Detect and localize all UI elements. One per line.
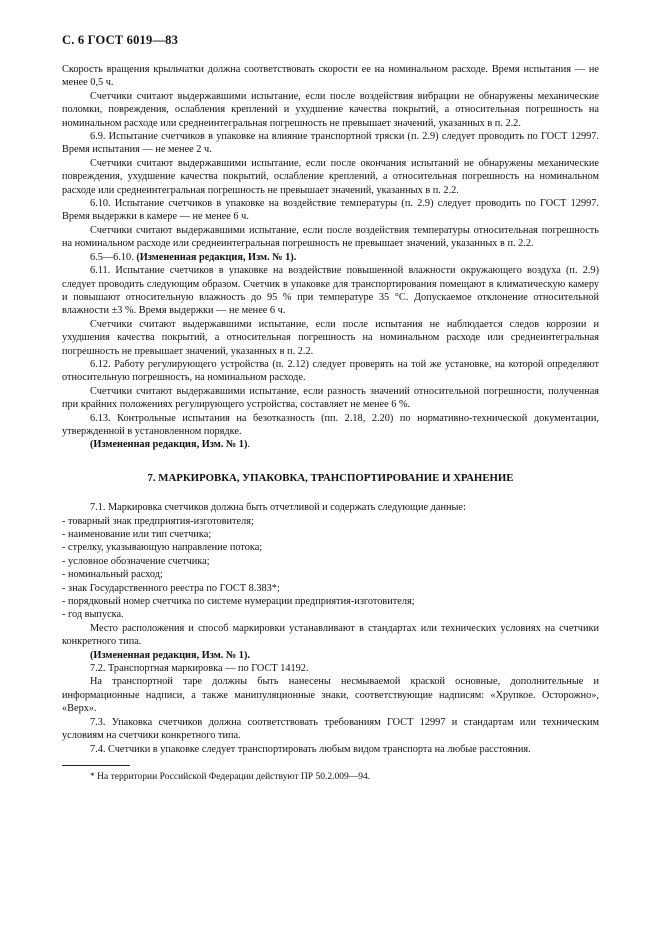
paragraph: 6.9. Испытание счетчиков в упаковке на влияние транспортной тряски (п. 2.9) следует проводить по ГОСТ 12997. Время испытания — не менее 2 ч.	[62, 131, 599, 156]
list-item: - наименование или тип счетчика;	[62, 529, 212, 540]
footnote: * На территории Российской Федерации действуют ПР 50.2.009—94.	[90, 771, 371, 782]
list-item: - порядковый номер счетчика по системе нумерации предприятия-изготовителя;	[62, 596, 415, 608]
paragraph: 6.11. Испытание счетчиков в упаковке на воздействие повышенной влажности окружающего воздуха (п. 2.9) следует проводить следующим образом. Счетчик в упаковке для транспортирования помещают в климатическую камеру и повышают относительную влажность до 95 % при температуре 35 °С. Допускаемое отклонение относительной влажности ±3 %. Время выдержки — не менее 6 ч.	[62, 265, 599, 317]
amendment-bold: (Измененная редакция, Изм. № 1)	[90, 439, 248, 451]
paragraph: Скорость вращения крыльчатки должна соответствовать скорости ее на номинальном расходе. Время испытания — не менее 0,5 ч.	[62, 64, 599, 89]
paragraph: Место расположения и способ маркировки устанавливают в стандартах или технических условиях на счетчики конкретного типа.	[62, 622, 599, 648]
amendment-bold: (Измененная редакция, Изм. № 1).	[136, 251, 297, 263]
paragraph: 6.10. Испытание счетчиков в упаковке на воздействие температуры (п. 2.9) следует проводить по ГОСТ 12997. Время выдержки в камере — не менее 6 ч.	[62, 198, 599, 223]
amendment-bold: (Измененная редакция, Изм. № 1).	[90, 649, 250, 661]
paragraph: Счетчики считают выдержавшими испытание, если разность значений относительной погрешности, полученная при крайних положениях регулирующего устройства, составляет не менее 6 %.	[62, 385, 599, 411]
amendment-note	[62, 438, 599, 451]
paragraph: Счетчики считают выдержавшими испытание, если после воздействия вибрации не обнаружены механические поломки, повреждения, ослабления креплений и ухудшение качества покрытий, а относительная погрешность на номинальном расходе или среднеинтегральная погрешность не превышает значений, указанных в п. 2.2.	[62, 90, 599, 129]
paragraph: 7.2. Транспортная маркировка — по ГОСТ 14192.	[90, 663, 309, 675]
paragraph: 7.3. Упаковка счетчиков должна соответствовать требованиям ГОСТ 12997 и стандартам или техническим условиям на счетчики конкретного типа.	[62, 716, 599, 742]
paragraph: Счетчики считают выдержавшими испытание, если после окончания испытаний не обнаружены механические повреждения, ухудшение качества покрытий, ослабление креплений, а относительная погрешность на номинальном расходе или среднеинтегральная погрешность не превышает значений, указанных в п. 2.2.	[62, 157, 599, 196]
list-item: - знак Государственного реестра по ГОСТ 8.383*;	[62, 582, 280, 594]
page-header: С. 6 ГОСТ 6019—83	[62, 33, 179, 47]
amendment-note	[62, 251, 599, 264]
list-item: - условное обозначение счетчика;	[62, 555, 210, 567]
document-body	[62, 63, 599, 783]
paragraph: Счетчики считают выдержавшими испытание, если после испытания не наблюдается следов коррозии и ухудшения качества покрытий, а относительная погрешность на номинальном расходе или среднеинтегральная погрешность не превышает значений, указанных в п. 2.2.	[62, 318, 599, 357]
paragraph: Счетчики считают выдержавшими испытание, если после воздействия температуры относительная погрешность на номинальном расходе или среднеинтегральная погрешность не превышает значений, указанных в п. 2.2.	[62, 224, 599, 250]
paragraph: На транспортной таре должны быть нанесены несмываемой краской основные, дополнительные и информационные надписи, а также манипуляционные знаки, соответствующие надписям: «Хрупкое. Осторожно», «Верх».	[62, 676, 599, 715]
paragraph: 7.4. Счетчики в упаковке следует транспортировать любым видом транспорта на любые расстояния.	[90, 743, 531, 755]
amendment-prefix: 6.5—6.10.	[90, 251, 137, 263]
list-item: - стрелку, указывающую направление потока;	[62, 542, 263, 554]
list-item: - товарный знак предприятия-изготовителя;	[62, 515, 254, 527]
amendment-note	[62, 649, 599, 662]
amendment-suffix: .	[247, 439, 250, 451]
list-item: - номинальный расход;	[62, 569, 163, 581]
paragraph: 6.12. Работу регулирующего устройства (п. 2.12) следует проверять на той же установке, на которой определяют относительную погрешность, на номинальном расходе.	[62, 358, 599, 384]
list-item: - год выпуска.	[62, 609, 124, 621]
footnote-divider	[62, 765, 130, 766]
paragraph: 7.1. Маркировка счетчиков должна быть отчетливой и содержать следующие данные:	[90, 502, 466, 514]
paragraph: 6.13. Контрольные испытания на безотказность (пп. 2.18, 2.20) по нормативно-технической документации, утвержденной в установленном порядке.	[62, 412, 599, 437]
section-title: 7. МАРКИРОВКА, УПАКОВКА, ТРАНСПОРТИРОВАНИЕ И ХРАНЕНИЕ	[147, 471, 514, 484]
